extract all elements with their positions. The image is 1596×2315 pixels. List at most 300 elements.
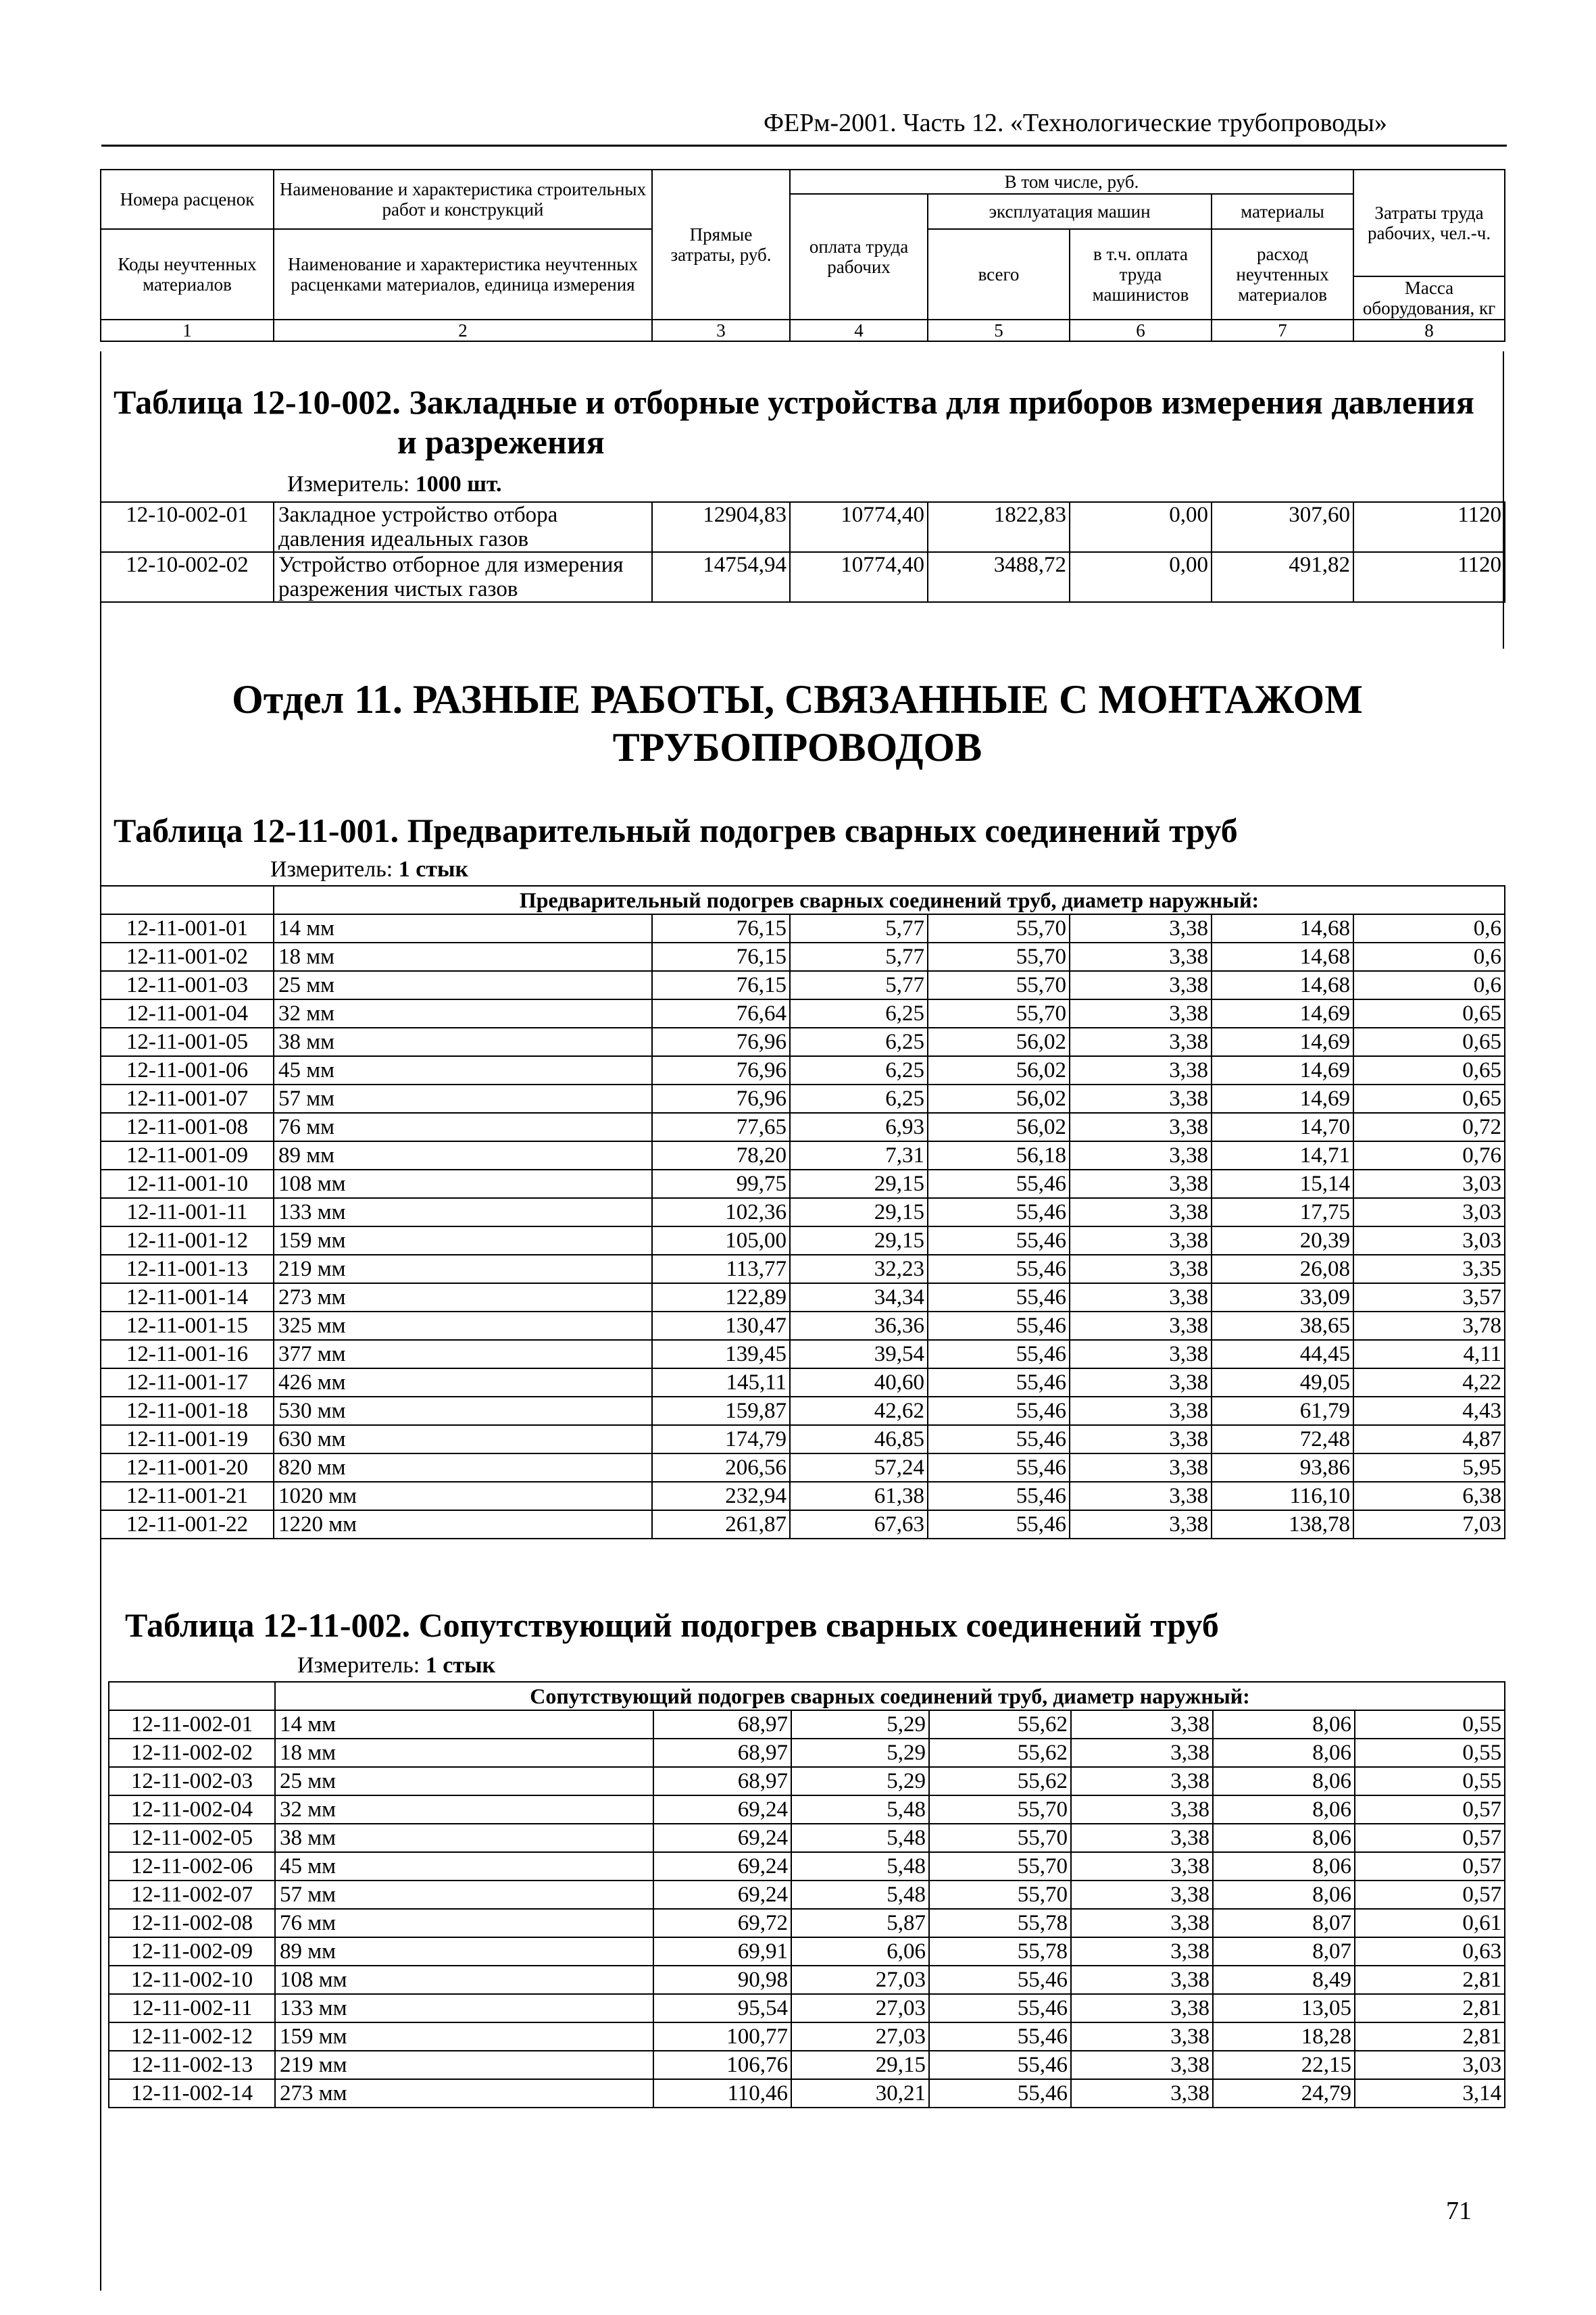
rate-value: 3,14 [1355, 2079, 1505, 2108]
rate-name: 820 мм [274, 1453, 652, 1482]
table-row [109, 1966, 1505, 1994]
rate-name: 377 мм [274, 1340, 652, 1368]
rate-value: 8,06 [1213, 1824, 1355, 1852]
rate-value: 3,38 [1071, 1937, 1213, 1966]
table-row [109, 1994, 1505, 2022]
table1-title-line1: Таблица 12-10-002. Закладные и отборные устройства для приборов измерения давления [114, 383, 1474, 421]
rate-value: 0,57 [1355, 1795, 1505, 1824]
rate-value: 4,87 [1353, 1425, 1505, 1453]
rate-value: 69,24 [653, 1824, 791, 1852]
table-row [101, 943, 1505, 971]
rate-value: 38,65 [1212, 1312, 1353, 1340]
col-codes-bottom: Коды неучтенных материалов [101, 229, 274, 320]
table-row [101, 1170, 1505, 1198]
rate-value: 61,79 [1212, 1397, 1353, 1425]
rate-value: 8,49 [1213, 1966, 1355, 1994]
rate-value: 8,07 [1213, 1909, 1355, 1937]
table-row [101, 1198, 1505, 1226]
rate-value: 14,69 [1212, 1028, 1353, 1056]
rate-value: 10774,40 [790, 552, 928, 602]
rate-value: 3,03 [1353, 1226, 1505, 1255]
rate-value: 5,29 [791, 1710, 929, 1739]
rate-value: 3488,72 [928, 552, 1070, 602]
table-row [109, 1767, 1505, 1795]
table-row [101, 999, 1505, 1028]
col-mass: Масса оборудования, кг [1353, 276, 1505, 320]
rate-value: 2,81 [1355, 1994, 1505, 2022]
rate-value: 12904,83 [652, 502, 790, 552]
rate-value: 0,65 [1353, 999, 1505, 1028]
table-row [109, 1909, 1505, 1937]
column-header-table [100, 169, 1505, 342]
table2-meter: Измеритель: 1 стык [270, 857, 469, 882]
rate-code: 12-11-002-01 [109, 1710, 275, 1739]
rate-value: 14,71 [1212, 1141, 1353, 1170]
rate-value: 68,97 [653, 1739, 791, 1767]
rate-value: 55,70 [929, 1881, 1071, 1909]
rate-value: 4,11 [1353, 1340, 1505, 1368]
rate-value: 76,96 [652, 1056, 790, 1085]
rate-code: 12-11-001-02 [101, 943, 274, 971]
rate-code: 12-11-002-04 [109, 1795, 275, 1824]
rate-value: 32,23 [790, 1255, 928, 1283]
section-title: Отдел 11. РАЗНЫЕ РАБОТЫ, СВЯЗАННЫЕ С МОНТАЖОМ ТРУБОПРОВОДОВ [232, 677, 1363, 770]
rate-value: 3,38 [1070, 1255, 1212, 1283]
rate-value: 5,48 [791, 1852, 929, 1881]
rate-code: 12-11-001-07 [101, 1085, 274, 1113]
rate-value: 56,18 [928, 1141, 1070, 1170]
rate-value: 55,62 [929, 1710, 1071, 1739]
rate-value: 3,38 [1070, 971, 1212, 999]
col-name-bottom: Наименование и характеристика неучтенных расценками материалов, единица измерения [274, 229, 652, 320]
rate-value: 55,78 [929, 1937, 1071, 1966]
rate-name: 32 мм [274, 999, 652, 1028]
rate-value: 24,79 [1213, 2079, 1355, 2108]
rate-value: 106,76 [653, 2051, 791, 2079]
rate-value: 3,38 [1071, 2051, 1213, 2079]
rate-value: 3,38 [1070, 1312, 1212, 1340]
rate-value: 8,07 [1213, 1937, 1355, 1966]
col-including: В том числе, руб. [790, 170, 1353, 194]
rate-value: 3,38 [1070, 999, 1212, 1028]
rate-name: 89 мм [275, 1937, 653, 1966]
rate-value: 206,56 [652, 1453, 790, 1482]
rate-value: 78,20 [652, 1141, 790, 1170]
rate-code: 12-11-001-22 [101, 1510, 274, 1539]
rate-value: 46,85 [790, 1425, 928, 1453]
rate-value: 61,38 [790, 1482, 928, 1510]
rate-code: 12-11-001-01 [101, 914, 274, 943]
rate-value: 55,70 [928, 971, 1070, 999]
rate-value: 14,69 [1212, 1085, 1353, 1113]
rate-value: 7,31 [790, 1141, 928, 1170]
col-num-8: 8 [1353, 320, 1505, 341]
rate-value: 55,70 [929, 1852, 1071, 1881]
rate-value: 55,78 [929, 1909, 1071, 1937]
rate-name: 89 мм [274, 1141, 652, 1170]
rate-value: 0,55 [1355, 1739, 1505, 1767]
rate-value: 8,06 [1213, 1852, 1355, 1881]
rate-value: 3,38 [1070, 1198, 1212, 1226]
table-row [101, 1510, 1505, 1539]
rate-value: 55,46 [928, 1510, 1070, 1539]
rate-code: 12-11-001-15 [101, 1312, 274, 1340]
rate-value: 3,03 [1353, 1170, 1505, 1198]
rate-value: 7,03 [1353, 1510, 1505, 1539]
rate-value: 5,77 [790, 914, 928, 943]
rate-value: 69,72 [653, 1909, 791, 1937]
table-row [101, 1340, 1505, 1368]
rate-value: 55,46 [929, 2051, 1071, 2079]
rate-value: 29,15 [790, 1226, 928, 1255]
rate-code: 12-11-001-21 [101, 1482, 274, 1510]
table-row [109, 1739, 1505, 1767]
rate-name: 159 мм [274, 1226, 652, 1255]
rate-value: 6,25 [790, 999, 928, 1028]
rate-value: 55,46 [928, 1170, 1070, 1198]
rate-code: 12-11-001-20 [101, 1453, 274, 1482]
rate-value: 55,62 [929, 1739, 1071, 1767]
rate-value: 3,38 [1071, 1739, 1213, 1767]
rate-value: 27,03 [791, 1994, 929, 2022]
table-row [109, 1795, 1505, 1824]
rate-value: 145,11 [652, 1368, 790, 1397]
rate-name: 14 мм [275, 1710, 653, 1739]
rate-value: 3,38 [1070, 1482, 1212, 1510]
rate-value: 8,06 [1213, 1795, 1355, 1824]
rate-code: 12-10-002-02 [101, 552, 274, 602]
rate-value: 3,38 [1071, 1852, 1213, 1881]
rate-value: 3,38 [1070, 1085, 1212, 1113]
rate-value: 113,77 [652, 1255, 790, 1283]
rate-name: 273 мм [275, 2079, 653, 2108]
rate-value: 55,46 [928, 1397, 1070, 1425]
rate-value: 55,46 [928, 1425, 1070, 1453]
rate-value: 0,00 [1070, 502, 1212, 552]
rate-name: 76 мм [274, 1113, 652, 1141]
rate-value: 3,38 [1071, 1767, 1213, 1795]
rate-code: 12-11-001-11 [101, 1198, 274, 1226]
rate-value: 0,63 [1355, 1937, 1505, 1966]
table-row [101, 1028, 1505, 1056]
rate-value: 42,62 [790, 1397, 928, 1425]
rate-value: 17,75 [1212, 1198, 1353, 1226]
table-row [101, 1085, 1505, 1113]
rate-value: 22,15 [1213, 2051, 1355, 2079]
rate-value: 40,60 [790, 1368, 928, 1397]
table-row [101, 1453, 1505, 1482]
rate-value: 232,94 [652, 1482, 790, 1510]
rate-code: 12-11-001-13 [101, 1255, 274, 1283]
rate-value: 55,46 [928, 1312, 1070, 1340]
rate-value: 8,06 [1213, 1881, 1355, 1909]
table3-title: Таблица 12-11-002. Сопутствующий подогрев сварных соединений труб [125, 1606, 1219, 1644]
rate-code: 12-11-002-10 [109, 1966, 275, 1994]
rate-value: 3,78 [1353, 1312, 1505, 1340]
rate-value: 3,38 [1071, 2022, 1213, 2051]
rate-value: 3,38 [1070, 1028, 1212, 1056]
rate-value: 55,46 [928, 1340, 1070, 1368]
rate-value: 93,86 [1212, 1453, 1353, 1482]
rate-name: 45 мм [274, 1056, 652, 1085]
rate-value: 3,38 [1071, 1909, 1213, 1937]
rate-value: 3,38 [1071, 2079, 1213, 2108]
rate-name: 108 мм [274, 1170, 652, 1198]
table1 [100, 501, 1505, 603]
rate-value: 68,97 [653, 1767, 791, 1795]
rate-value: 68,97 [653, 1710, 791, 1739]
rate-value: 55,46 [929, 2022, 1071, 2051]
rate-name: 38 мм [275, 1824, 653, 1852]
rate-value: 4,43 [1353, 1397, 1505, 1425]
rate-name: 630 мм [274, 1425, 652, 1453]
rate-name: 76 мм [275, 1909, 653, 1937]
rate-code: 12-11-001-03 [101, 971, 274, 999]
rate-value: 100,77 [653, 2022, 791, 2051]
rate-value: 6,25 [790, 1056, 928, 1085]
table-row [101, 1113, 1505, 1141]
content-frame-right [1503, 351, 1504, 649]
rate-value: 5,77 [790, 971, 928, 999]
rate-value: 55,46 [929, 2079, 1071, 2108]
table-row [101, 1141, 1505, 1170]
rate-code: 12-11-002-06 [109, 1852, 275, 1881]
rate-value: 6,06 [791, 1937, 929, 1966]
table-row [101, 1425, 1505, 1453]
rate-code: 12-11-002-08 [109, 1909, 275, 1937]
rate-value: 3,38 [1071, 1966, 1213, 1994]
table-row [101, 914, 1505, 943]
rate-value: 55,46 [928, 1453, 1070, 1482]
table3-meter: Измеритель: 1 стык [297, 1653, 496, 1678]
rate-value: 69,24 [653, 1852, 791, 1881]
col-machines: эксплуатация машин [928, 194, 1212, 229]
rate-value: 2,81 [1355, 1966, 1505, 1994]
rate-value: 55,70 [929, 1795, 1071, 1824]
rate-code: 12-11-001-14 [101, 1283, 274, 1312]
rate-value: 0,61 [1355, 1909, 1505, 1937]
rate-name: 108 мм [275, 1966, 653, 1994]
rate-value: 56,02 [928, 1113, 1070, 1141]
rate-value: 3,38 [1070, 1425, 1212, 1453]
rate-value: 57,24 [790, 1453, 928, 1482]
rate-code: 12-11-002-02 [109, 1739, 275, 1767]
rate-value: 3,38 [1071, 1881, 1213, 1909]
rate-code: 12-11-001-18 [101, 1397, 274, 1425]
col-materials: материалы [1212, 194, 1353, 229]
table3-group-header: Сопутствующий подогрев сварных соединений труб, диаметр наружный: [275, 1682, 1505, 1710]
rate-value: 3,38 [1070, 1453, 1212, 1482]
rate-code: 12-11-001-09 [101, 1141, 274, 1170]
col-num-7: 7 [1212, 320, 1353, 341]
rate-value: 6,25 [790, 1085, 928, 1113]
rate-value: 14,68 [1212, 943, 1353, 971]
rate-value: 102,36 [652, 1198, 790, 1226]
rate-value: 27,03 [791, 1966, 929, 1994]
rate-value: 261,87 [652, 1510, 790, 1539]
rate-value: 76,96 [652, 1028, 790, 1056]
rate-value: 5,48 [791, 1881, 929, 1909]
rate-name: 25 мм [275, 1767, 653, 1795]
rate-value: 2,81 [1355, 2022, 1505, 2051]
rate-code: 12-11-002-07 [109, 1881, 275, 1909]
rate-value: 30,21 [791, 2079, 929, 2108]
rate-code: 12-11-002-11 [109, 1994, 275, 2022]
rate-value: 56,02 [928, 1085, 1070, 1113]
rate-value: 0,55 [1355, 1710, 1505, 1739]
rate-value: 55,46 [928, 1482, 1070, 1510]
rate-value: 307,60 [1212, 502, 1353, 552]
rate-value: 39,54 [790, 1340, 928, 1368]
rate-name: 426 мм [274, 1368, 652, 1397]
rate-code: 12-11-001-16 [101, 1340, 274, 1368]
rate-value: 0,72 [1353, 1113, 1505, 1141]
rate-value: 76,15 [652, 943, 790, 971]
rate-value: 122,89 [652, 1283, 790, 1312]
rate-value: 76,15 [652, 971, 790, 999]
table2 [100, 885, 1505, 1539]
table3 [108, 1681, 1505, 2108]
rate-value: 29,15 [790, 1170, 928, 1198]
rate-code: 12-11-002-09 [109, 1937, 275, 1966]
col-num-6: 6 [1070, 320, 1212, 341]
rate-value: 0,6 [1353, 914, 1505, 943]
rate-value: 0,76 [1353, 1141, 1505, 1170]
rate-value: 6,93 [790, 1113, 928, 1141]
rate-code: 12-10-002-01 [101, 502, 274, 552]
rate-value: 14,69 [1212, 1056, 1353, 1085]
rate-value: 3,57 [1353, 1283, 1505, 1312]
rate-value: 3,38 [1070, 1056, 1212, 1085]
rate-value: 49,05 [1212, 1368, 1353, 1397]
rate-value: 0,65 [1353, 1085, 1505, 1113]
rate-name: 18 мм [274, 943, 652, 971]
header-rule [101, 145, 1507, 147]
table-row [109, 1824, 1505, 1852]
rate-name: 32 мм [275, 1795, 653, 1824]
rate-value: 69,24 [653, 1795, 791, 1824]
rate-value: 8,06 [1213, 1710, 1355, 1739]
table1-meter: Измеритель: 1000 шт. [287, 472, 502, 497]
table-row [101, 1397, 1505, 1425]
table-row [109, 1881, 1505, 1909]
col-direct-costs: Прямые затраты, руб. [652, 170, 790, 320]
col-num-3: 3 [652, 320, 790, 341]
rate-value: 5,95 [1353, 1453, 1505, 1482]
table-row [109, 1937, 1505, 1966]
rate-value: 1120 [1353, 502, 1505, 552]
rate-value: 55,46 [929, 1966, 1071, 1994]
rate-value: 8,06 [1213, 1767, 1355, 1795]
rate-value: 55,46 [928, 1368, 1070, 1397]
col-name-top: Наименование и характеристика строительных работ и конструкций [274, 170, 652, 229]
rate-code: 12-11-002-13 [109, 2051, 275, 2079]
rate-value: 130,47 [652, 1312, 790, 1340]
rate-name: 133 мм [275, 1994, 653, 2022]
rate-value: 5,48 [791, 1795, 929, 1824]
col-num-2: 2 [274, 320, 652, 341]
rate-value: 0,65 [1353, 1056, 1505, 1085]
rate-code: 12-11-001-12 [101, 1226, 274, 1255]
rate-name: 57 мм [274, 1085, 652, 1113]
rate-value: 72,48 [1212, 1425, 1353, 1453]
col-machines-total: всего [928, 229, 1070, 320]
rate-value: 5,48 [791, 1824, 929, 1852]
rate-value: 95,54 [653, 1994, 791, 2022]
rate-value: 0,57 [1355, 1852, 1505, 1881]
rate-name: 57 мм [275, 1881, 653, 1909]
rate-code: 12-11-002-05 [109, 1824, 275, 1852]
rate-name: 18 мм [275, 1739, 653, 1767]
rate-value: 14,69 [1212, 999, 1353, 1028]
rate-value: 55,70 [929, 1824, 1071, 1852]
rate-value: 55,46 [928, 1226, 1070, 1255]
rate-value: 3,38 [1070, 1226, 1212, 1255]
rate-value: 44,45 [1212, 1340, 1353, 1368]
rate-value: 0,55 [1355, 1767, 1505, 1795]
rate-value: 26,08 [1212, 1255, 1353, 1283]
rate-value: 55,46 [928, 1283, 1070, 1312]
col-num-1: 1 [101, 320, 274, 341]
rate-value: 76,64 [652, 999, 790, 1028]
rate-value: 29,15 [790, 1198, 928, 1226]
rate-name: 1020 мм [274, 1482, 652, 1510]
rate-name: 38 мм [274, 1028, 652, 1056]
rate-name: 219 мм [274, 1255, 652, 1283]
table-row [109, 1710, 1505, 1739]
running-header: ФЕРм-2001. Часть 12. «Технологические трубопроводы» [764, 109, 1387, 137]
rate-value: 3,38 [1070, 1141, 1212, 1170]
table-row [109, 2079, 1505, 2108]
rate-value: 5,87 [791, 1909, 929, 1937]
rate-value: 3,38 [1070, 943, 1212, 971]
rate-value: 5,29 [791, 1767, 929, 1795]
rate-value: 55,70 [928, 943, 1070, 971]
rate-value: 5,29 [791, 1739, 929, 1767]
rate-value: 0,57 [1355, 1881, 1505, 1909]
rate-code: 12-11-002-03 [109, 1767, 275, 1795]
rate-value: 99,75 [652, 1170, 790, 1198]
rate-value: 29,15 [791, 2051, 929, 2079]
rate-name: 25 мм [274, 971, 652, 999]
table2-group-header: Предварительный подогрев сварных соединений труб, диаметр наружный: [274, 886, 1505, 914]
table1-title [114, 382, 1474, 462]
rate-code: 12-11-001-06 [101, 1056, 274, 1085]
rate-value: 77,65 [652, 1113, 790, 1141]
rate-value: 0,6 [1353, 943, 1505, 971]
rate-value: 3,38 [1070, 1368, 1212, 1397]
rate-value: 3,38 [1070, 1170, 1212, 1198]
rate-value: 1822,83 [928, 502, 1070, 552]
rate-value: 33,09 [1212, 1283, 1353, 1312]
rate-name: Устройство отборное для измерения разрежения чистых газов [274, 552, 652, 602]
rate-code: 12-11-001-17 [101, 1368, 274, 1397]
rate-code: 12-11-001-10 [101, 1170, 274, 1198]
col-labor-pay: оплата труда рабочих [790, 194, 928, 320]
rate-value: 69,24 [653, 1881, 791, 1909]
rate-value: 14,68 [1212, 914, 1353, 943]
rate-value: 55,62 [929, 1767, 1071, 1795]
rate-value: 3,38 [1070, 914, 1212, 943]
rate-code: 12-11-001-05 [101, 1028, 274, 1056]
rate-value: 3,38 [1070, 1340, 1212, 1368]
rate-name: 45 мм [275, 1852, 653, 1881]
rate-value: 34,34 [790, 1283, 928, 1312]
rate-value: 4,22 [1353, 1368, 1505, 1397]
rate-code: 12-11-001-04 [101, 999, 274, 1028]
rate-value: 6,25 [790, 1028, 928, 1056]
table-row [101, 1482, 1505, 1510]
